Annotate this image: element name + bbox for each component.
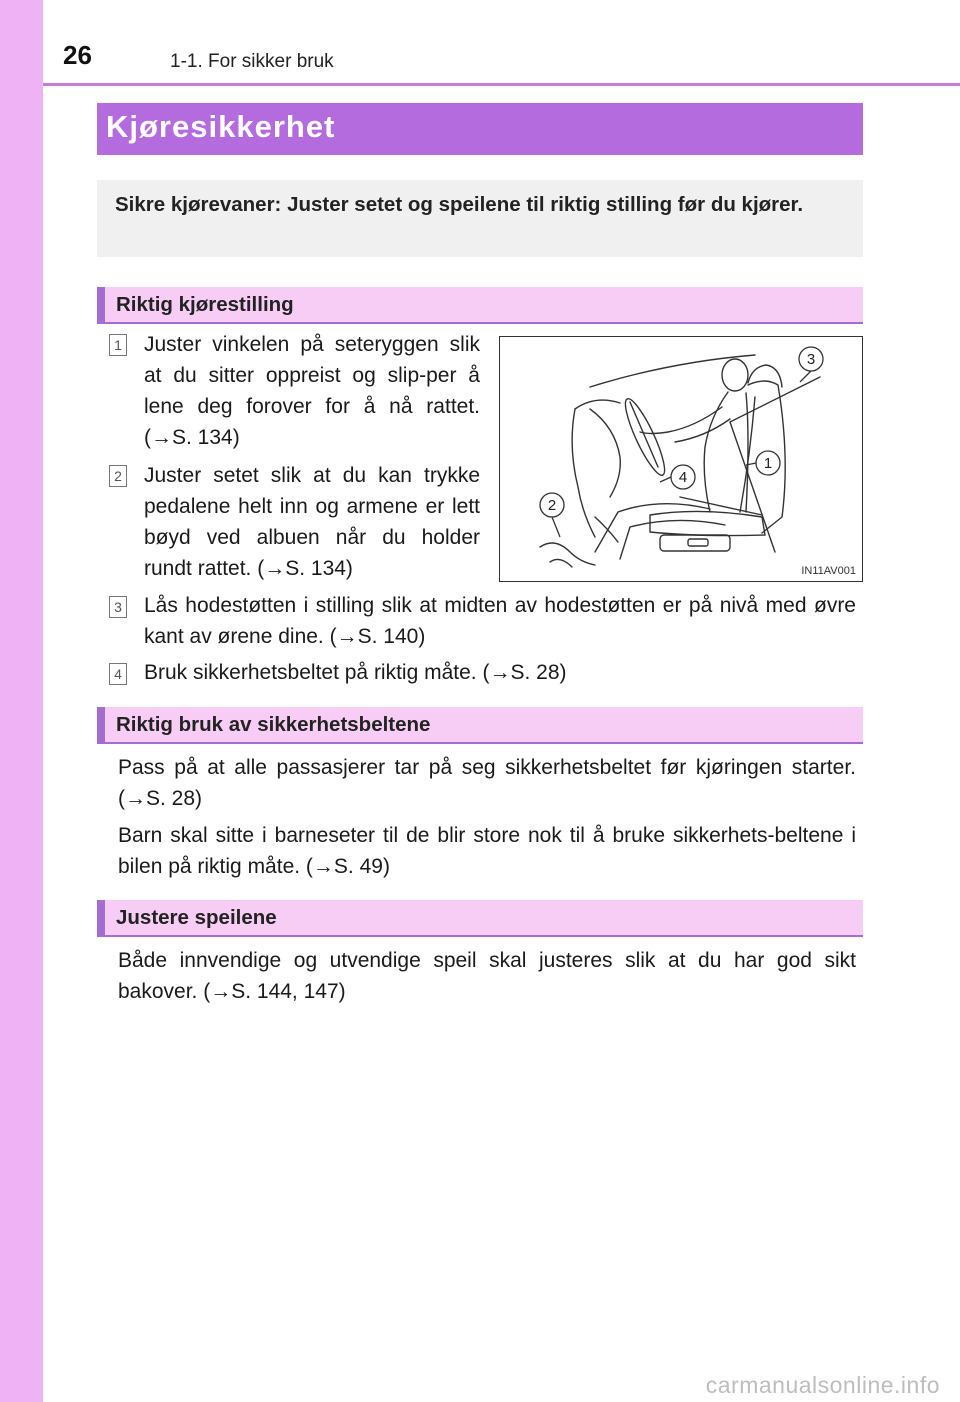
side-tab-strip xyxy=(0,0,43,1402)
header-rule xyxy=(43,83,960,86)
seatbelt-paragraph-2: Barn skal sitte i barneseter til de blir store nok til å bruke sikkerhets-beltene i bilen på riktig måte. (→S. 49) xyxy=(118,824,856,878)
watermark-text: carmanualsonline.info xyxy=(705,1372,940,1398)
item-text-1: Juster vinkelen på seteryggen slik at du sitter oppreist og slip-per å lene deg forover for å nå rattet. (→S. 134) xyxy=(144,333,480,449)
page-title: Kjøresikkerhet xyxy=(106,109,336,144)
section-breadcrumb: 1-1. For sikker bruk xyxy=(170,51,334,72)
callout-3: 3 xyxy=(806,351,816,368)
mirror-paragraph-1: Både innvendige og utvendige speil skal justeres slik at du har god sikt bakover. (→S. 144, 147) xyxy=(118,949,856,1003)
figure-code: IN11AV001 xyxy=(801,565,856,577)
item-marker-3: 3 xyxy=(109,596,127,618)
item-marker-4: 4 xyxy=(109,663,127,685)
callout-2: 2 xyxy=(547,497,557,514)
page-title-bar xyxy=(97,103,863,155)
item-marker-1: 1 xyxy=(109,334,127,356)
item-text-3: Lås hodestøtten i stilling slik at midten av hodestøtten er på nivå med øvre kant av ørene dine. (→S. 140) xyxy=(144,594,856,648)
item-text-4: Bruk sikkerhetsbeltet på riktig måte. (→S. 28) xyxy=(144,661,567,684)
callout-4: 4 xyxy=(678,469,688,486)
callout-1: 1 xyxy=(763,455,773,472)
subhead-posture: Riktig kjørestilling xyxy=(97,287,863,324)
subhead-seatbelts: Riktig bruk av sikkerhetsbeltene xyxy=(97,707,863,744)
seatbelt-paragraph-1: Pass på at alle passasjerer tar på seg sikkerhetsbeltet før kjøringen starter. (→S. 28) xyxy=(118,756,856,810)
intro-box: Sikre kjørevaner: Juster setet og speilene til riktig stilling før du kjører. xyxy=(97,180,863,257)
subhead-mirrors: Justere speilene xyxy=(97,900,863,937)
driver-illustration xyxy=(500,337,862,581)
driving-posture-figure xyxy=(499,336,863,582)
item-marker-2: 2 xyxy=(109,465,127,487)
page-number: 26 xyxy=(63,40,92,70)
item-text-2: Juster setet slik at du kan trykke pedalene helt inn og armene er lett bøyd ved albuen når du holder rundt rattet. (→S. 134) xyxy=(144,464,480,580)
